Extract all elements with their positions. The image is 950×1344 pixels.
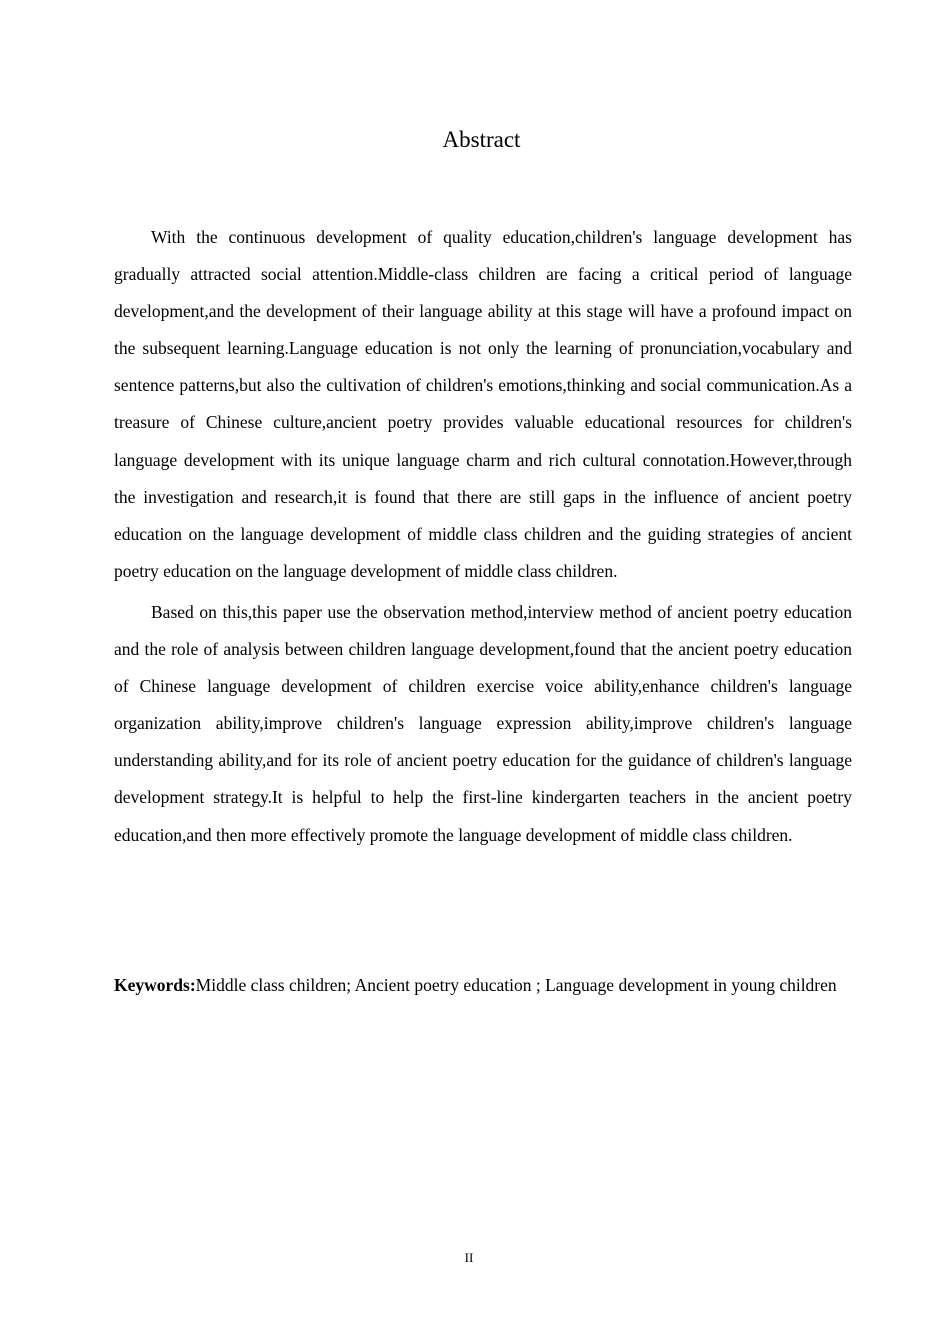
keywords-line xyxy=(114,968,851,1002)
abstract-body xyxy=(114,219,852,858)
page-number: II xyxy=(464,1250,474,1265)
keywords-label: Keywords: xyxy=(114,975,196,995)
keywords-text: Middle class children; Ancient poetry education ; Language development in young children xyxy=(195,975,837,995)
abstract-title: Abstract xyxy=(442,127,521,152)
abstract-paragraph-1: With the continuous development of quality education,children's language development has gradually attracted social attention.Middle-class children are facing a critical period of language development,and the development of their language ability at this stage will have a profound impact on the subsequent learning.Language education is not only the learning of pronunciation,vocabulary and sentence patterns,but also the cultivation of children's emotions,thinking and social communication.As a treasure of Chinese culture,ancient poetry provides valuable educational resources for children's language development with its unique language charm and rich cultural connotation.However,through the investigation and research,it is found that there are still gaps in the influence of ancient poetry education on the language development of middle class children and the guiding strategies of ancient poetry education on the language development of middle class children. xyxy=(114,227,852,581)
abstract-paragraph-2: Based on this,this paper use the observation method,interview method of ancient poetry education and the role of analysis between children language development,found that the ancient poetry education of Chinese language development of children exercise voice ability,enhance children's language organization ability,improve children's language expression ability,improve children's language understanding ability,and for its role of ancient poetry education for the guidance of children's language development strategy.It is helpful to help the first-line kindergarten teachers in the ancient poetry education,and then more effectively promote the language development of middle class children. xyxy=(114,601,852,845)
